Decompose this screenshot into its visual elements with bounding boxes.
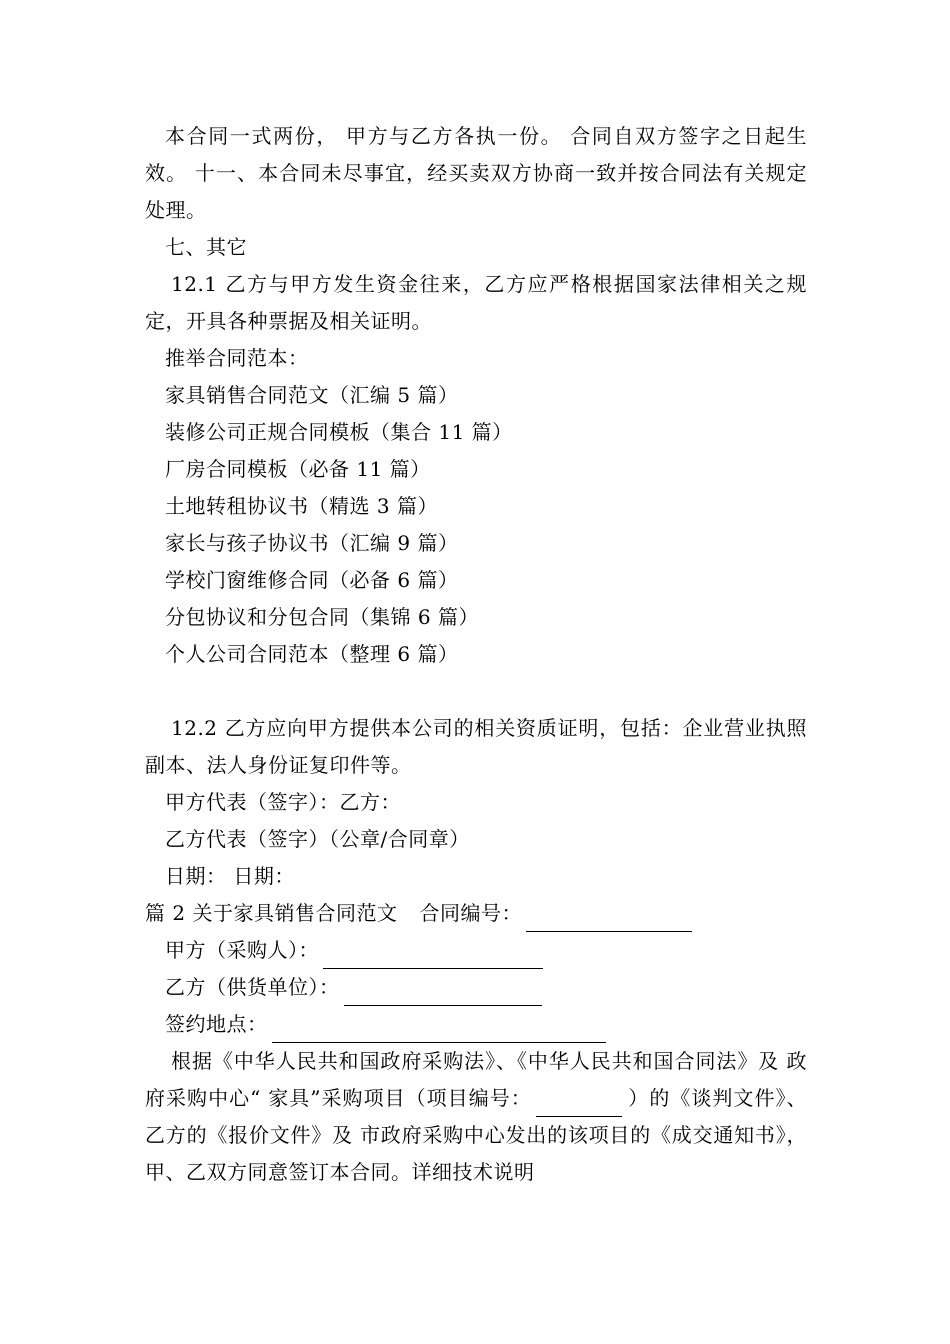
recommend-link[interactable]: 装修公司正规合同模板（集合 11 篇） [165, 420, 513, 444]
signature-party-b: 乙方代表（签字）（公章/合同章） [165, 827, 470, 851]
project-number-blank [536, 1089, 622, 1117]
contract-number-blank [526, 904, 692, 932]
recommend-link[interactable]: 分包协议和分包合同（集锦 6 篇） [165, 605, 479, 629]
recommend-title: 推举合同范本： [165, 346, 309, 370]
party-b-label: 乙方（供货单位）： [165, 975, 340, 999]
basis-text-1: 根据《中华人民共和国政府采购法》、《中华人民共和国合同法》及 政府采购中心“ 家具”采购项目（项目编号： [145, 1049, 807, 1110]
signature-party-a: 甲方代表（签字）：乙方： [165, 790, 401, 814]
blank-line [145, 673, 807, 710]
recommend-link[interactable]: 土地转租协议书（精选 3 篇） [165, 494, 438, 518]
party-a-blank [323, 941, 543, 969]
recommend-link[interactable]: 厂房合同模板（必备 11 篇） [165, 457, 431, 481]
article-2-title: 篇 2 关于家具销售合同范文 [145, 901, 398, 925]
sign-place-blank [272, 1015, 606, 1043]
paragraph-12-2: 12.2 乙方应向甲方提供本公司的相关资质证明，包括：企业营业执照副本、法人身份证复印件等。 [145, 716, 807, 777]
recommend-link[interactable]: 个人公司合同范本（整理 6 篇） [165, 642, 459, 666]
party-b-line [145, 969, 807, 1006]
section-heading-other: 七、其它 [165, 235, 247, 259]
contract-number-label: 合同编号： [419, 901, 522, 925]
article-2-header [145, 895, 807, 932]
document-body [145, 118, 807, 1191]
recommend-list [145, 377, 807, 673]
paragraph-basis [145, 1043, 807, 1191]
basis-text-2: ）的《谈判文件》、乙方的《报价文件》及 市政府采购中心发出的该项目的《成交通知书》，甲、乙双方同意签订本合同。详细技术说明 [145, 1086, 808, 1184]
sign-place-label: 签约地点： [165, 1012, 268, 1036]
sign-place-line [145, 1006, 807, 1043]
party-a-line [145, 932, 807, 969]
paragraph-copies: 本合同一式两份， 甲方与乙方各执一份。 合同自双方签字之日起生效。 十一、本合同未尽事宜，经买卖双方协商一致并按合同法有关规定处理。 [145, 124, 807, 222]
recommend-link[interactable]: 学校门窗维修合同（必备 6 篇） [165, 568, 459, 592]
signature-date: 日期： 日期： [165, 864, 295, 888]
paragraph-12-1: 12.1 乙方与甲方发生资金往来，乙方应严格根据国家法律相关之规定，开具各种票据及相关证明。 [145, 272, 807, 333]
recommend-link[interactable]: 家具销售合同范文（汇编 5 篇） [165, 383, 459, 407]
party-a-label: 甲方（采购人）： [165, 938, 319, 962]
party-b-blank [344, 978, 542, 1006]
recommend-link[interactable]: 家长与孩子协议书（汇编 9 篇） [165, 531, 459, 555]
